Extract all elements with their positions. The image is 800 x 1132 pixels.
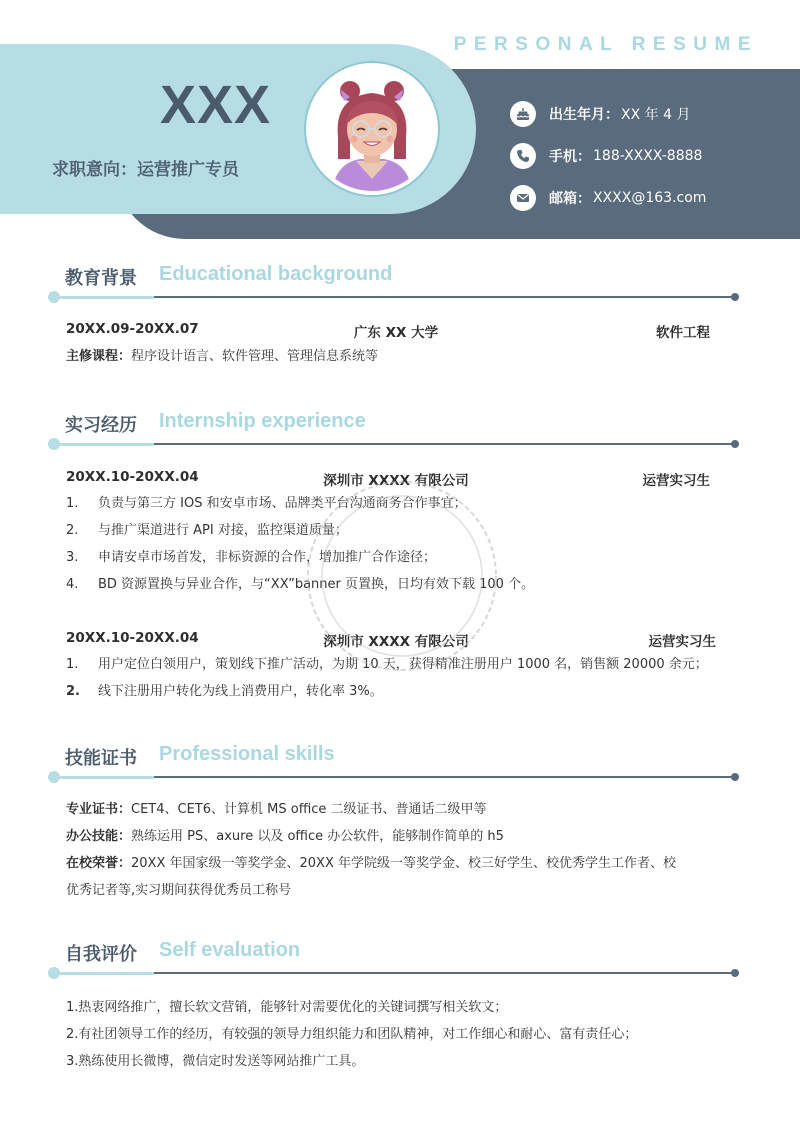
phone-value: 188-XXXX-8888	[593, 148, 703, 164]
divider-dot-right	[731, 773, 739, 781]
divider-dot-right	[731, 969, 739, 977]
education-period: 20XX.09-20XX.07	[66, 321, 199, 337]
courses-label: 主修课程：	[66, 349, 132, 364]
section-divider-dark	[154, 776, 734, 778]
list-item: 4. BD 资源置换与异业合作，与“XX”banner 页置换，日均有效下载 100 个。	[66, 577, 535, 592]
divider-dot-left	[48, 771, 60, 783]
education-courses	[66, 343, 726, 370]
section-title-cn: 教育背景	[65, 268, 137, 289]
section-title-en: Self evaluation	[159, 939, 301, 961]
job-company: 深圳市 XXXX 有限公司	[323, 473, 469, 489]
mail-icon	[510, 185, 536, 211]
section-title-cn: 自我评价	[65, 944, 137, 965]
skill-line: 办公技能：熟练运用 PS、axure 以及 office 办公软件，能够制作简单的 h5	[66, 829, 504, 844]
divider-dot-left	[48, 438, 60, 450]
job-role: 运营实习生	[642, 473, 710, 489]
job-period: 20XX.10-20XX.04	[66, 630, 199, 646]
skills-body	[66, 796, 726, 904]
candidate-name: XXX	[160, 75, 272, 135]
divider-dot-right	[731, 293, 739, 301]
section-divider-light	[54, 972, 154, 975]
contact-email	[510, 183, 706, 213]
self-eval-line: 3.熟练使用长微博，微信定时发送等网站推广工具。	[66, 1054, 365, 1069]
email-label: 邮箱：	[549, 191, 591, 207]
email-value: XXXX@163.com	[593, 190, 707, 206]
divider-dot-right	[731, 440, 739, 448]
section-title-cn: 技能证书	[65, 748, 137, 769]
section-divider-light	[54, 776, 154, 779]
section-divider-dark	[154, 443, 734, 445]
self-eval-body	[66, 994, 726, 1075]
section-internship-header	[48, 411, 748, 451]
section-self-eval-header	[48, 940, 748, 980]
skill-line: 在校荣誉：20XX 年国家级一等奖学金、20XX 年学院级一等奖学金、校三好学生、校优秀学生工作者、校	[66, 856, 676, 871]
section-divider-dark	[154, 296, 734, 298]
list-item: 3. 申请安卓市场首发，非标资源的合作，增加推广合作途径；	[66, 550, 437, 565]
list-item: 2. 与推广渠道进行 API 对接，监控渠道质量；	[66, 523, 348, 538]
education-body	[66, 321, 726, 370]
job-role: 运营实习生	[648, 634, 716, 650]
courses-text: 程序设计语言、软件管理、管理信息系统等	[131, 349, 379, 364]
job-period: 20XX.10-20XX.04	[66, 469, 199, 485]
education-major: 软件工程	[656, 325, 710, 341]
section-divider-dark	[154, 972, 734, 974]
contact-phone	[510, 141, 702, 171]
job-row	[66, 469, 726, 489]
section-education-header	[48, 264, 748, 304]
section-title-en: Educational background	[159, 263, 393, 285]
section-title-en: Professional skills	[159, 743, 335, 765]
resume-title-en: PERSONAL RESUME	[453, 34, 758, 55]
section-skills-header	[48, 744, 748, 784]
birth-label: 出生年月：	[549, 107, 619, 123]
section-title-cn: 实习经历	[65, 415, 137, 436]
section-title-en: Internship experience	[159, 410, 366, 432]
list-item: 1. 负责与第三方 IOS 和安卓市场、品牌类平台沟通商务合作事宜；	[66, 496, 467, 511]
list-item: 1. 用户定位白领用户，策划线下推广活动，为期 10 天，获得精准注册用户 1000 名，销售额 20000 余元；	[66, 657, 708, 672]
phone-icon	[510, 143, 536, 169]
internship-job-1	[66, 469, 726, 598]
self-eval-line: 1.热衷网络推广，擅长软文营销，能够针对需要优化的关键词撰写相关软文；	[66, 1000, 508, 1015]
job-objective: 求职意向：运营推广专员	[52, 160, 239, 180]
job-row	[66, 630, 726, 650]
job-company: 深圳市 XXXX 有限公司	[323, 634, 469, 650]
section-divider-light	[54, 296, 154, 299]
divider-dot-left	[48, 291, 60, 303]
contact-birth	[510, 99, 690, 129]
list-item: 2. 线下注册用户转化为线上消费用户，转化率 3%。	[66, 684, 383, 699]
birth-value: XX 年 4 月	[621, 107, 691, 123]
skill-line: 优秀记者等,实习期间获得优秀员工称号	[66, 883, 292, 898]
avatar-illustration-icon	[310, 67, 434, 191]
self-eval-line: 2.有社团领导工作的经历，有较强的领导力组织能力和团队精神，对工作细心和耐心、富有责任心；	[66, 1027, 638, 1042]
cake-icon	[510, 101, 536, 127]
education-row	[66, 321, 726, 341]
skill-line: 专业证书：CET4、CET6、计算机 MS office 二级证书、普通话二级甲等	[66, 802, 487, 817]
phone-label: 手机：	[549, 149, 591, 165]
avatar	[304, 61, 440, 197]
internship-job-2	[66, 630, 726, 705]
divider-dot-left	[48, 967, 60, 979]
section-divider-light	[54, 443, 154, 446]
education-school: 广东 XX 大学	[353, 325, 439, 341]
